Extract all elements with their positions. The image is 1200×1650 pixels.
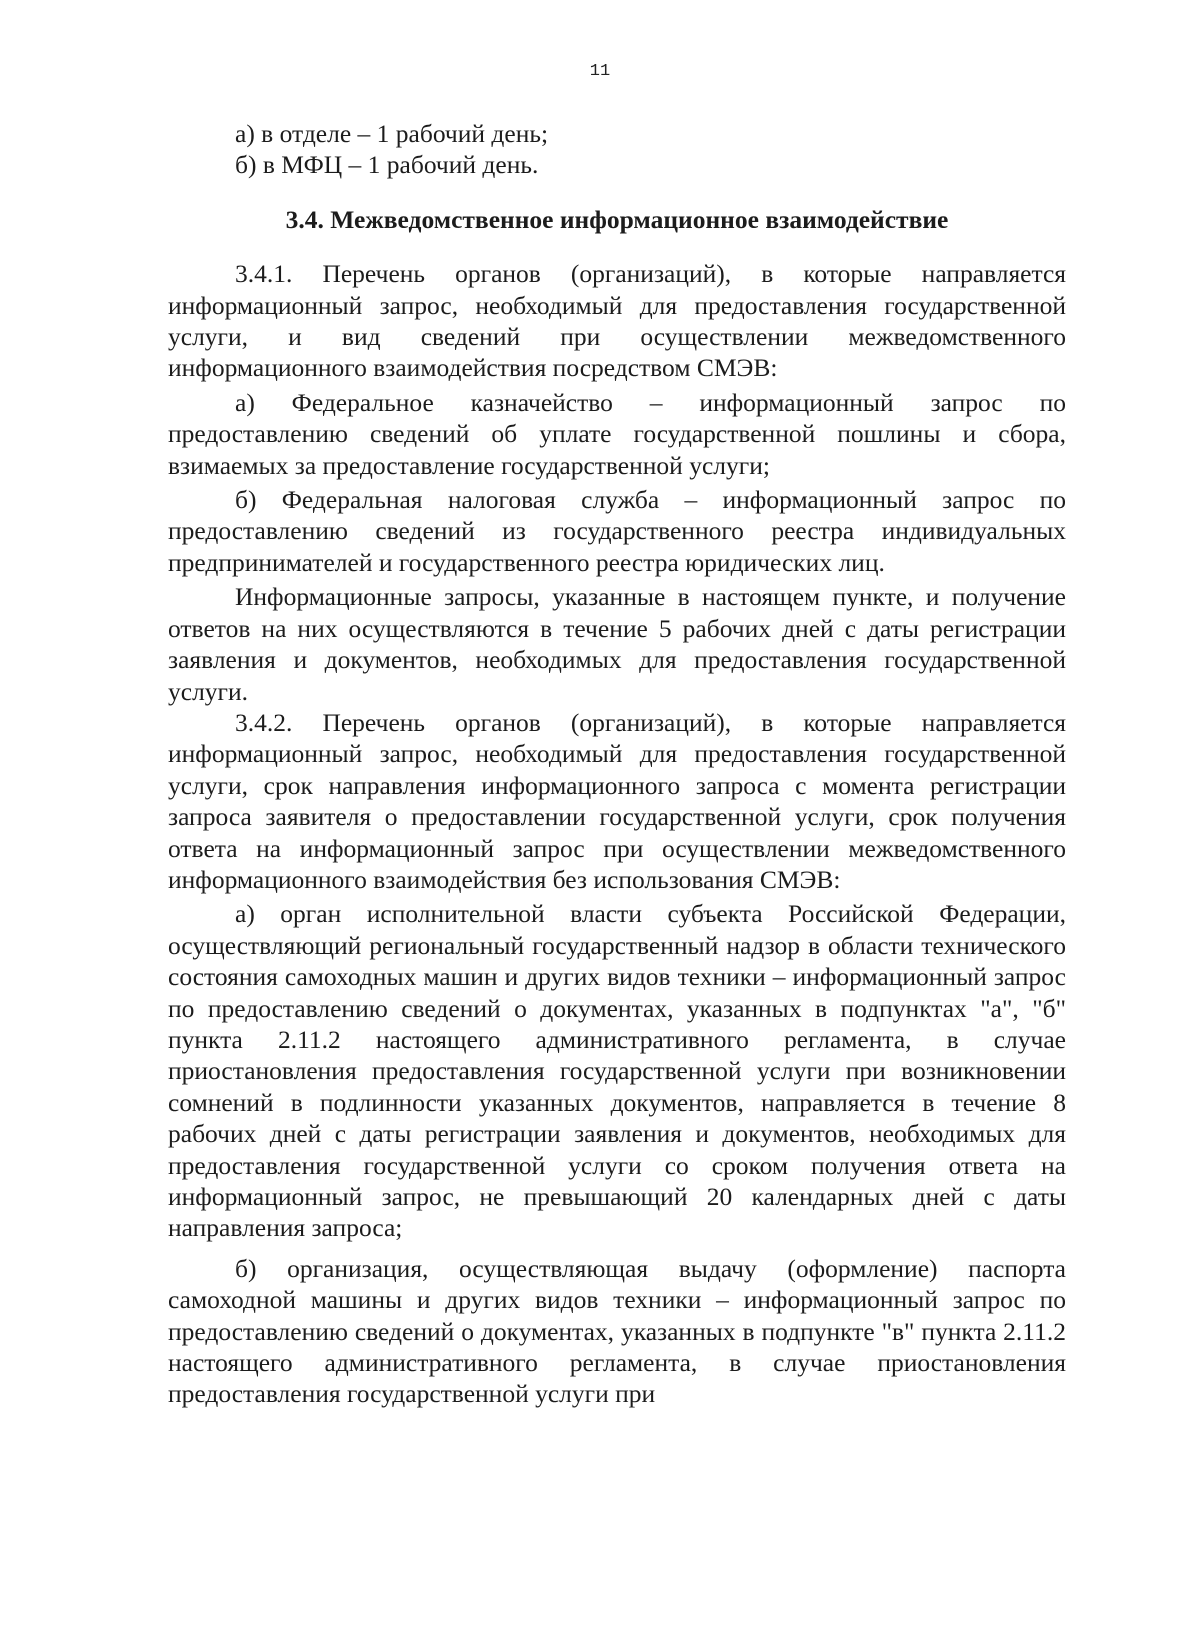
list-item-department: а) в отделе – 1 рабочий день; (235, 119, 549, 148)
page-number: 11 (589, 62, 611, 81)
paragraph-3-4-1-a: а) Федеральное казначейство – информационный запрос по предоставлению сведений об уплате государственной пошлины и сбора, взимаемых за предоставление государственной услуги; (168, 387, 1066, 480)
section-heading: 3.4. Межведомственное информационное взаимодействие (285, 204, 949, 234)
paragraph-3-4-2-a: а) орган исполнительной власти субъекта Российской Федерации, осуществляющий региональный государственный надзор в области технического состояния самоходных машин и других видов техники – информационный запрос по предоставлению сведений о документах, указанных в подпунктах "а", "б" пункта 2.11.2 настоящего административного регламента, в случае приостановления предоставления государственной услуги при возникновении сомнений в подлинности указанных документов, направляется в течение 8 рабочих дней с даты регистрации заявления и документов, необходимых для предоставления государственной услуги со сроком получения ответа на информационный запрос, не превышающий 20 календарных дней с даты направления запроса; (168, 899, 1066, 1243)
paragraph-3-4-2: 3.4.2. Перечень органов (организаций), в которые направляется информационный запрос, необходимый для предоставления государственной услуги, срок направления информационного запроса с момента регистрации запроса заявителя о предоставлении государственной услуги, срок получения ответа на информационный запрос при осуществлении межведомственного информационного взаимодействия без использования СМЭВ: (168, 707, 1066, 894)
list-item-mfc: б) в МФЦ – 1 рабочий день. (235, 150, 539, 180)
paragraph-3-4-1: 3.4.1. Перечень органов (организаций), в которые направляется информационный запрос, необходимый для предоставления государственной услуги, и вид сведений при осуществлении межведомственного информационного взаимодействия посредством СМЭВ: (168, 259, 1066, 383)
paragraph-3-4-1-info: Информационные запросы, указанные в настоящем пункте, и получение ответов на них осуществляются в течение 5 рабочих дней с даты регистрации заявления и документов, необходимых для предоставления государственной услуги. (168, 582, 1066, 706)
paragraph-3-4-1-b: б) Федеральная налоговая служба – информационный запрос по предоставлению сведений из государственного реестра индивидуальных предпринимателей и государственного реестра юридических лиц. (168, 485, 1066, 577)
document-body (168, 118, 1066, 1410)
paragraph-3-4-2-b: б) организация, осуществляющая выдачу (оформление) паспорта самоходной машины и других видов техники – информационный запрос по предоставлению сведений о документах, указанных в подпункте "в" пункта 2.11.2 настоящего административного регламента, в случае приостановления предоставления государственной услуги при (168, 1253, 1066, 1409)
